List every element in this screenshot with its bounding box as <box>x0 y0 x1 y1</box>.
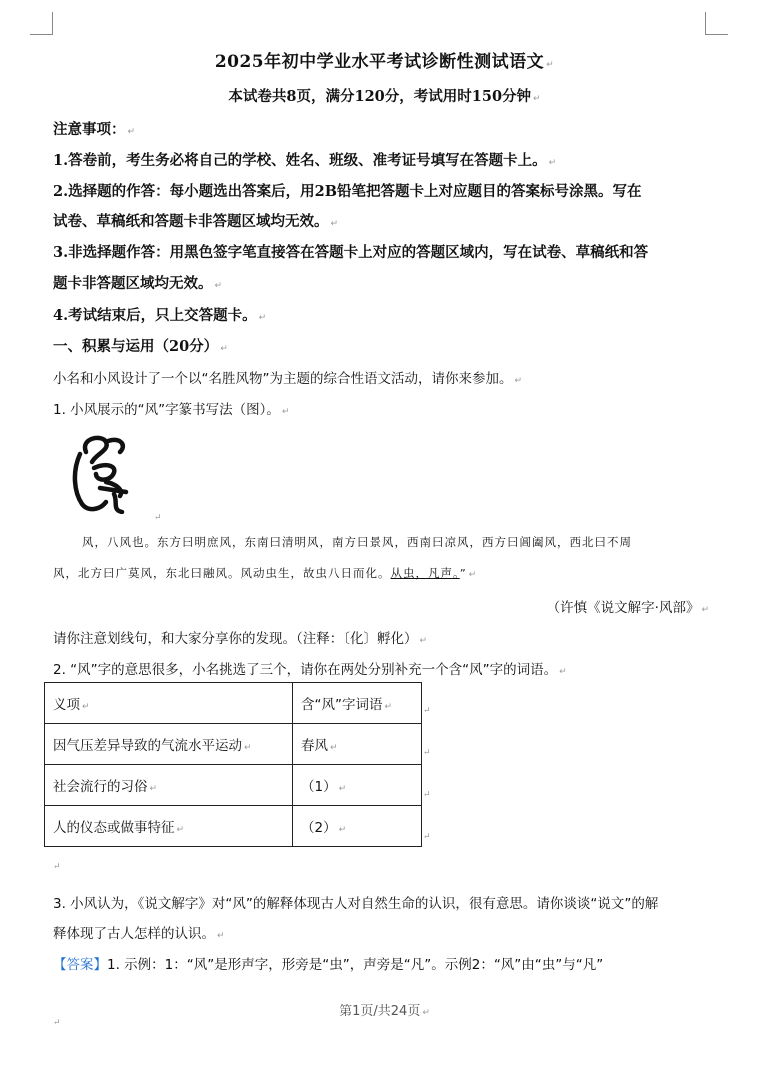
page-subtitle: 本试卷共8页，满分120分，考试用时150分钟 ↵ <box>228 88 541 105</box>
table-header-cell: 义项 ↵ <box>45 683 293 724</box>
question-1-task: 请你注意划线句，和大家分享你的发现。（注释：〔化〕孵化） ↵ <box>53 631 428 647</box>
table-row <box>45 765 422 806</box>
crop-mark-top-left <box>30 12 53 35</box>
table-cell: 社会流行的习俗 ↵ <box>45 765 293 806</box>
underlined-sentence: 从虫，凡声。 <box>390 566 460 580</box>
notice-item-2-line-2: 试卷、草稿纸和答题卡非答题区域均无效。 ↵ <box>53 213 339 230</box>
notice-item-3-line-1: 3.非选择题作答：用黑色签字笔直接答在答题卡上对应的答题区域内，写在试卷、草稿纸和答 <box>53 244 649 261</box>
question-3-line-2: 释体现了古人怎样的认识。 ↵ <box>53 926 225 942</box>
table-row <box>45 806 422 847</box>
question-3-line-1: 3. 小风认为，《说文解字》对“风”的解释体现古人对自然生命的认识，很有意思。请你谈谈“说文”的解 <box>53 896 659 912</box>
activity-intro: 小名和小风设计了一个以“名胜风物”为主题的综合性语文活动，请你来参加。 ↵ <box>53 371 523 387</box>
paragraph-mark: ↵ <box>154 513 162 523</box>
paragraph-mark: ↵ <box>53 862 61 872</box>
notice-item-1: 1.答卷前，考生务必将自己的学校、姓名、班级、准考证号填写在答题卡上。 ↵ <box>53 152 557 169</box>
shuowen-quote-line-2: 风，北方曰广莫风，东北曰融风。风动虫生，故虫八日而化。从虫，凡声。” ↵ <box>53 566 478 580</box>
table-cell: 因气压差异导致的气流水平运动 ↵ <box>45 724 293 765</box>
shuowen-quote-line-1: 风，八风也。东方曰明庶风，东南曰清明风，南方曰景风，西南曰凉风，西方曰阊阖风，西北曰不周 <box>82 535 632 549</box>
table-header-cell: 含“风”字词语 ↵ <box>293 683 422 724</box>
table-cell: （1） ↵ <box>293 765 422 806</box>
seal-script-feng-image <box>66 432 138 514</box>
question-2: 2. “风”字的意思很多，小名挑选了三个，请你在两处分别补充一个含“风”字的词语。 ↵ <box>53 662 567 678</box>
row-end-marks: ↵ ↵ ↵ ↵ <box>423 706 431 842</box>
quote-source: （许慎《说文解字·风部》 ↵ <box>546 600 709 616</box>
notice-item-3-line-2: 题卡非答题区域均无效。 ↵ <box>53 275 223 292</box>
table-cell: 春风 ↵ <box>293 724 422 765</box>
answer-tag: 【答案】 <box>53 957 107 973</box>
page-title: 2025年初中学业水平考试诊断性测试语文 ↵ <box>214 52 555 72</box>
table-cell: 人的仪态或做事特征 ↵ <box>45 806 293 847</box>
crop-mark-top-right <box>705 12 728 35</box>
question-1: 1. 小风展示的“风”字篆书写法（图）。 ↵ <box>53 402 290 418</box>
notice-item-2-line-1: 2.选择题的作答：每小题选出答案后，用2B铅笔把答题卡上对应题目的答案标号涂黑。写在 <box>53 183 642 200</box>
page-footer: 第1页/共24页 ↵ <box>339 1004 430 1019</box>
meaning-table <box>44 682 422 847</box>
paragraph-mark: ↵ <box>53 1018 61 1028</box>
table-cell: （2） ↵ <box>293 806 422 847</box>
answer-line: 【答案】1. 示例：1：“风”是形声字，形旁是“虫”，声旁是“凡”。示例2：“风”由“虫”与“凡” <box>53 957 604 973</box>
section-heading: 一、积累与运用（20分） ↵ <box>53 338 228 355</box>
table-row <box>45 683 422 724</box>
notice-item-4: 4.考试结束后，只上交答题卡。 ↵ <box>53 307 267 324</box>
notice-heading: 注意事项： ↵ <box>53 121 136 138</box>
table-row <box>45 724 422 765</box>
